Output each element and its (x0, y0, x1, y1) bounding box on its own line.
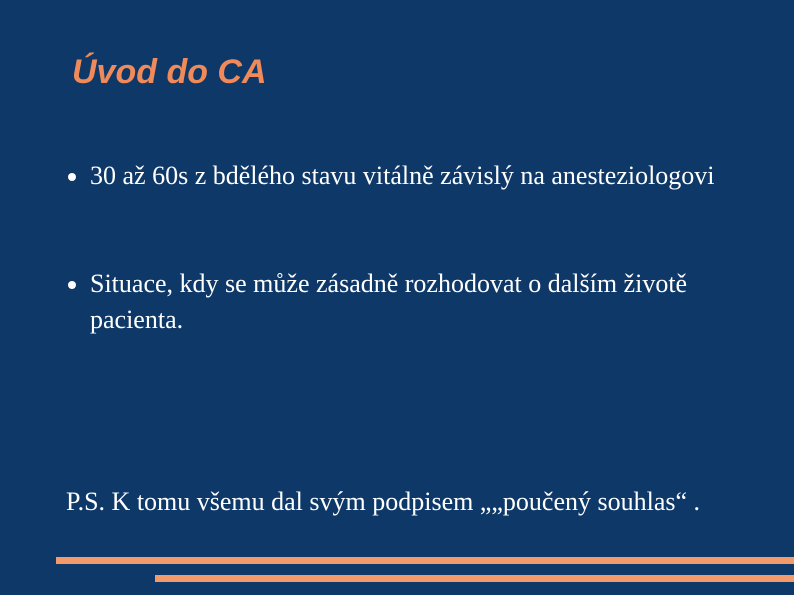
bullet-item (90, 266, 760, 338)
bullet-text: 30 až 60s z bdělého stavu vitálně závislý na anesteziologovi (90, 161, 715, 190)
postscript (66, 484, 756, 520)
bullet-item (90, 158, 760, 194)
bullet-text: Situace, kdy se může zásadně rozhodovat o dalším životě pacienta. (90, 269, 688, 334)
bullet-dot-icon (68, 281, 76, 289)
decorative-rule-top (56, 557, 794, 564)
bullet-dot-icon (68, 173, 76, 181)
decorative-rule-bottom (155, 575, 794, 582)
slide-title: Úvod do CA (72, 53, 267, 91)
postscript-text: P.S. K tomu všemu dal svým podpisem „„poučený souhlas“ . (66, 487, 701, 516)
